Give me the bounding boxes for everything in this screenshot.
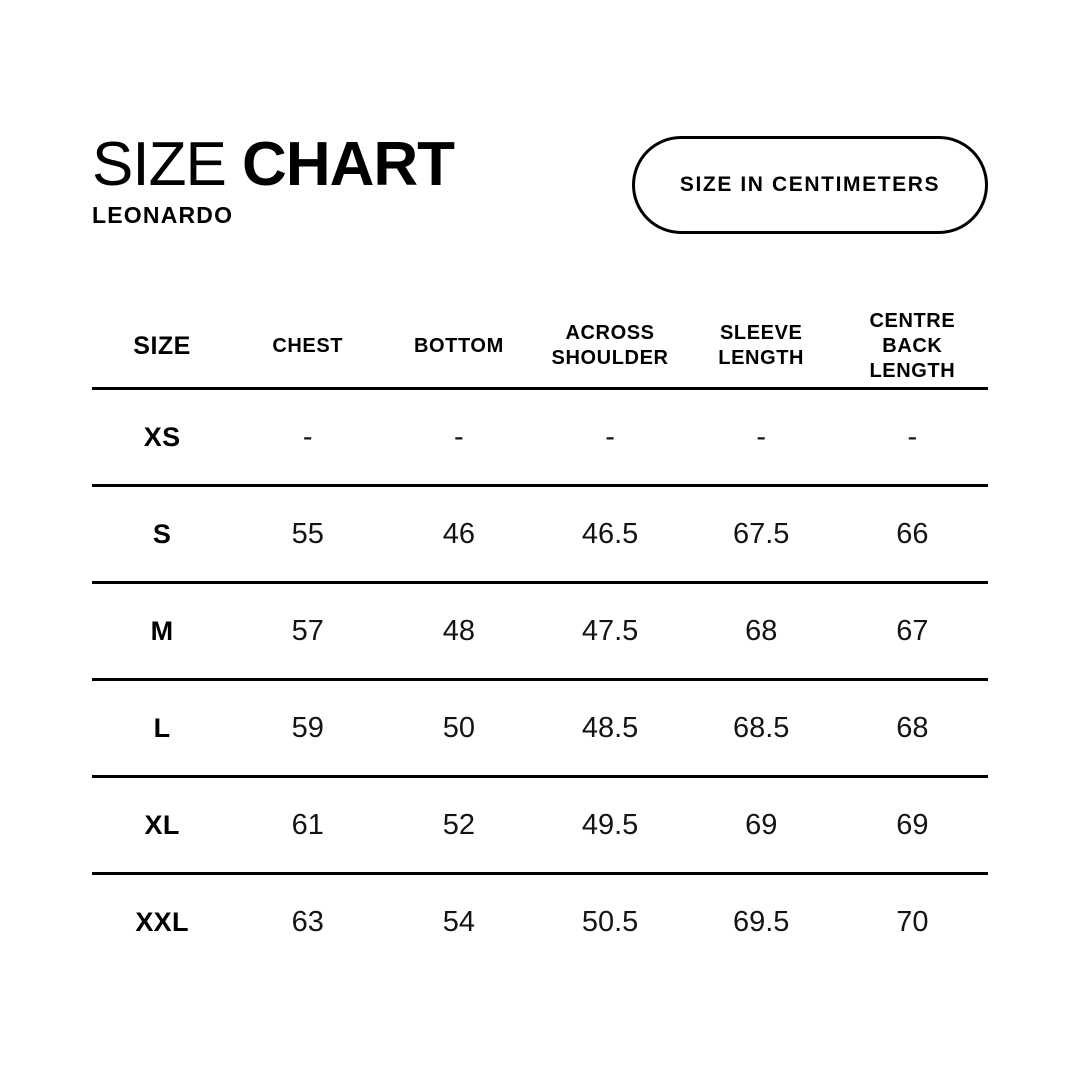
- cell-centre-back-length: -: [907, 420, 918, 453]
- column-header-bottom: BOTTOM: [413, 334, 504, 357]
- unit-badge-label: SIZE IN CENTIMETERS: [679, 173, 941, 196]
- cell-chest: 57: [291, 614, 324, 647]
- header: [92, 130, 988, 250]
- table-header: [92, 305, 988, 389]
- cell-bottom: 46: [442, 517, 476, 550]
- table-row: [92, 486, 988, 583]
- table-row: [92, 874, 988, 970]
- cell-across-shoulder: 49.5: [581, 808, 639, 841]
- cell-centre-back-length: 69: [896, 808, 929, 841]
- column-header-sleeve-length: SLEEVE LENGTH: [718, 322, 805, 369]
- table-row: [92, 680, 988, 777]
- cell-size: S: [152, 518, 172, 549]
- column-header-across-shoulder: ACROSS SHOULDER: [551, 322, 669, 369]
- cell-size: XS: [143, 421, 181, 452]
- table-body: [92, 389, 988, 970]
- column-header-size: SIZE: [133, 331, 191, 360]
- cell-sleeve-length: 68: [745, 614, 778, 647]
- page-title-spacer: [226, 130, 242, 199]
- cell-chest: 59: [291, 711, 324, 744]
- table-row: [92, 389, 988, 486]
- unit-badge: [632, 136, 988, 234]
- title-block: [92, 130, 454, 228]
- cell-centre-back-length: 66: [896, 517, 929, 550]
- cell-centre-back-length: 67: [896, 614, 929, 647]
- cell-sleeve-length: 69.5: [732, 905, 790, 938]
- cell-sleeve-length: 67.5: [732, 517, 790, 550]
- cell-centre-back-length: 70: [896, 905, 929, 938]
- column-header-chest: CHEST: [272, 334, 344, 357]
- page-title: [92, 130, 454, 200]
- cell-bottom: 54: [442, 905, 476, 938]
- table-row: [92, 777, 988, 874]
- cell-chest: -: [302, 420, 313, 453]
- cell-chest: 55: [291, 517, 324, 550]
- cell-across-shoulder: 47.5: [581, 614, 639, 647]
- table-row: [92, 583, 988, 680]
- size-table-container: [92, 305, 988, 969]
- cell-bottom: 50: [442, 711, 476, 744]
- cell-chest: 63: [291, 905, 324, 938]
- cell-sleeve-length: 68.5: [732, 711, 790, 744]
- cell-sleeve-length: 69: [745, 808, 778, 841]
- cell-bottom: 52: [442, 808, 476, 841]
- cell-bottom: 48: [442, 614, 476, 647]
- cell-across-shoulder: 50.5: [581, 905, 639, 938]
- cell-size: XL: [144, 809, 180, 840]
- cell-size: L: [153, 712, 171, 743]
- cell-size: M: [150, 615, 174, 646]
- cell-across-shoulder: -: [605, 420, 615, 453]
- page-title-primary: SIZE: [92, 130, 226, 199]
- size-table: [92, 305, 988, 969]
- brand-name: LEONARDO: [92, 202, 234, 228]
- cell-centre-back-length: 68: [896, 711, 929, 744]
- page-title-secondary: CHART: [242, 130, 455, 199]
- column-header-centre-back-length: CENTRE BACK LENGTH: [869, 309, 956, 382]
- cell-across-shoulder: 48.5: [581, 711, 639, 744]
- cell-bottom: -: [454, 420, 464, 453]
- table-header-row: [92, 305, 988, 389]
- cell-chest: 61: [291, 808, 324, 841]
- cell-across-shoulder: 46.5: [581, 517, 639, 550]
- cell-sleeve-length: -: [756, 420, 767, 453]
- cell-size: XXL: [135, 906, 189, 937]
